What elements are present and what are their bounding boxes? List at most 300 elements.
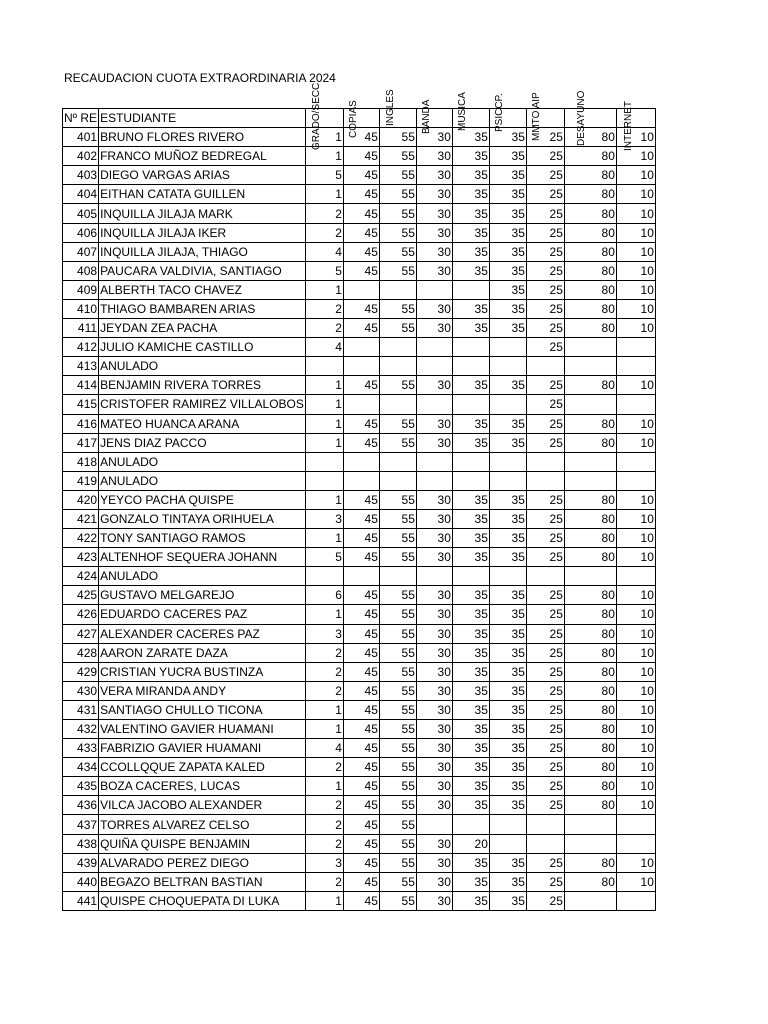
table-row xyxy=(63,414,656,433)
copias-cell: 45 xyxy=(343,815,379,834)
psiccp-cell: 35 xyxy=(489,700,526,719)
header-cell xyxy=(343,109,379,128)
copias-cell: 45 xyxy=(343,720,379,739)
psiccp-cell: 35 xyxy=(489,166,526,185)
ingles-cell: 55 xyxy=(379,548,416,567)
banda-cell: 30 xyxy=(416,414,452,433)
psiccp-cell: 35 xyxy=(489,891,526,910)
banda-cell: 30 xyxy=(416,223,452,242)
copias-cell: 45 xyxy=(343,662,379,681)
banda-cell xyxy=(416,280,452,299)
header-student: ESTUDIANTE xyxy=(99,109,306,128)
musica-cell: 35 xyxy=(452,739,489,758)
internet-cell: 10 xyxy=(616,280,655,299)
table-row xyxy=(63,758,656,777)
banda-cell: 30 xyxy=(416,147,452,166)
table-row xyxy=(63,643,656,662)
banda-cell: 30 xyxy=(416,720,452,739)
musica-cell: 35 xyxy=(452,586,489,605)
internet-cell xyxy=(616,357,655,376)
mmto-aip-cell: 25 xyxy=(526,223,564,242)
musica-cell: 35 xyxy=(452,758,489,777)
table-row xyxy=(63,796,656,815)
internet-cell: 10 xyxy=(616,777,655,796)
desayuno-cell: 80 xyxy=(564,299,616,318)
table-row xyxy=(63,548,656,567)
mmto-aip-cell: 25 xyxy=(526,586,564,605)
internet-cell: 10 xyxy=(616,700,655,719)
ingles-cell: 55 xyxy=(379,166,416,185)
grado-cell: 1 xyxy=(305,891,343,910)
grado-cell xyxy=(305,567,343,586)
receipt-number-cell: 419 xyxy=(63,471,99,490)
ingles-cell: 55 xyxy=(379,662,416,681)
desayuno-cell: 80 xyxy=(564,204,616,223)
internet-cell: 10 xyxy=(616,319,655,338)
receipt-number-cell: 401 xyxy=(63,128,99,147)
musica-cell: 35 xyxy=(452,853,489,872)
table-row xyxy=(63,891,656,910)
banda-cell: 30 xyxy=(416,586,452,605)
table-row xyxy=(63,739,656,758)
student-name-cell: AARON ZARATE DAZA xyxy=(99,643,306,662)
ingles-cell: 55 xyxy=(379,720,416,739)
banda-cell: 30 xyxy=(416,128,452,147)
copias-cell: 45 xyxy=(343,624,379,643)
copias-cell: 45 xyxy=(343,490,379,509)
mmto-aip-cell: 25 xyxy=(526,872,564,891)
receipt-number-cell: 426 xyxy=(63,605,99,624)
table-row xyxy=(63,147,656,166)
student-name-cell: FRANCO MUÑOZ BEDREGAL xyxy=(99,147,306,166)
internet-cell: 10 xyxy=(616,166,655,185)
copias-cell: 45 xyxy=(343,147,379,166)
ingles-cell: 55 xyxy=(379,299,416,318)
mmto-aip-cell: 25 xyxy=(526,700,564,719)
banda-cell xyxy=(416,567,452,586)
table-row xyxy=(63,185,656,204)
ingles-cell: 55 xyxy=(379,758,416,777)
grado-cell: 6 xyxy=(305,586,343,605)
copias-cell: 45 xyxy=(343,166,379,185)
student-name-cell: ANULADO xyxy=(99,357,306,376)
banda-cell xyxy=(416,452,452,471)
banda-cell xyxy=(416,815,452,834)
internet-cell: 10 xyxy=(616,662,655,681)
ingles-cell: 55 xyxy=(379,605,416,624)
mmto-aip-cell: 25 xyxy=(526,242,564,261)
grado-cell: 1 xyxy=(305,147,343,166)
ingles-cell xyxy=(379,280,416,299)
student-name-cell: CCOLLQQUE ZAPATA KALED xyxy=(99,758,306,777)
banda-cell: 30 xyxy=(416,624,452,643)
internet-cell: 10 xyxy=(616,586,655,605)
header-cell xyxy=(305,109,343,128)
table-row xyxy=(63,605,656,624)
receipt-number-cell: 421 xyxy=(63,509,99,528)
musica-cell: 35 xyxy=(452,299,489,318)
grado-cell: 1 xyxy=(305,185,343,204)
psiccp-cell: 35 xyxy=(489,586,526,605)
banda-cell xyxy=(416,395,452,414)
receipt-number-cell: 429 xyxy=(63,662,99,681)
receipt-number-cell: 428 xyxy=(63,643,99,662)
student-name-cell: JULIO KAMICHE CASTILLO xyxy=(99,338,306,357)
musica-cell: 35 xyxy=(452,777,489,796)
banda-cell: 30 xyxy=(416,739,452,758)
ingles-cell: 55 xyxy=(379,700,416,719)
grado-cell: 2 xyxy=(305,758,343,777)
internet-cell: 10 xyxy=(616,720,655,739)
mmto-aip-cell: 25 xyxy=(526,280,564,299)
receipt-number-cell: 411 xyxy=(63,319,99,338)
receipt-number-cell: 441 xyxy=(63,891,99,910)
musica-cell: 35 xyxy=(452,433,489,452)
ingles-cell: 55 xyxy=(379,777,416,796)
copias-cell: 45 xyxy=(343,319,379,338)
psiccp-cell: 35 xyxy=(489,548,526,567)
musica-cell: 35 xyxy=(452,872,489,891)
internet-cell: 10 xyxy=(616,643,655,662)
desayuno-cell: 80 xyxy=(564,223,616,242)
internet-cell: 10 xyxy=(616,739,655,758)
table-row xyxy=(63,509,656,528)
copias-cell: 45 xyxy=(343,681,379,700)
payments-table xyxy=(62,108,656,911)
banda-cell xyxy=(416,338,452,357)
grado-cell: 2 xyxy=(305,796,343,815)
internet-cell: 10 xyxy=(616,128,655,147)
ingles-cell: 55 xyxy=(379,223,416,242)
desayuno-cell xyxy=(564,338,616,357)
internet-cell: 10 xyxy=(616,605,655,624)
psiccp-cell: 35 xyxy=(489,280,526,299)
psiccp-cell: 35 xyxy=(489,433,526,452)
table-row xyxy=(63,490,656,509)
desayuno-cell: 80 xyxy=(564,433,616,452)
student-name-cell: INQUILLA JILAJA IKER xyxy=(99,223,306,242)
psiccp-cell: 35 xyxy=(489,299,526,318)
receipt-number-cell: 417 xyxy=(63,433,99,452)
internet-cell: 10 xyxy=(616,147,655,166)
grado-cell: 1 xyxy=(305,777,343,796)
student-name-cell: TONY SANTIAGO RAMOS xyxy=(99,529,306,548)
copias-cell: 45 xyxy=(343,185,379,204)
desayuno-cell: 80 xyxy=(564,261,616,280)
mmto-aip-cell: 25 xyxy=(526,509,564,528)
ingles-cell: 55 xyxy=(379,853,416,872)
copias-cell xyxy=(343,357,379,376)
mmto-aip-cell xyxy=(526,567,564,586)
banda-cell: 30 xyxy=(416,529,452,548)
musica-cell: 35 xyxy=(452,605,489,624)
copias-cell xyxy=(343,395,379,414)
table-row xyxy=(63,834,656,853)
receipt-number-cell: 436 xyxy=(63,796,99,815)
desayuno-cell xyxy=(564,891,616,910)
table-row xyxy=(63,204,656,223)
internet-cell xyxy=(616,815,655,834)
desayuno-cell: 80 xyxy=(564,872,616,891)
student-name-cell: INQUILLA JILAJA MARK xyxy=(99,204,306,223)
receipt-number-cell: 407 xyxy=(63,242,99,261)
student-name-cell: ALTENHOF SEQUERA JOHANN xyxy=(99,548,306,567)
table-row xyxy=(63,815,656,834)
mmto-aip-cell: 25 xyxy=(526,204,564,223)
mmto-aip-cell xyxy=(526,815,564,834)
ingles-cell: 55 xyxy=(379,796,416,815)
table-row xyxy=(63,319,656,338)
psiccp-cell xyxy=(489,834,526,853)
copias-cell xyxy=(343,338,379,357)
mmto-aip-cell: 25 xyxy=(526,338,564,357)
mmto-aip-cell xyxy=(526,471,564,490)
internet-cell xyxy=(616,338,655,357)
copias-cell: 45 xyxy=(343,128,379,147)
table-row xyxy=(63,357,656,376)
mmto-aip-cell: 25 xyxy=(526,643,564,662)
desayuno-cell: 80 xyxy=(564,280,616,299)
internet-cell: 10 xyxy=(616,853,655,872)
banda-cell: 30 xyxy=(416,299,452,318)
table-row xyxy=(63,681,656,700)
internet-cell: 10 xyxy=(616,529,655,548)
ingles-cell: 55 xyxy=(379,815,416,834)
grado-cell xyxy=(305,452,343,471)
copias-cell: 45 xyxy=(343,739,379,758)
musica-cell: 35 xyxy=(452,509,489,528)
psiccp-cell: 35 xyxy=(489,720,526,739)
grado-cell: 1 xyxy=(305,490,343,509)
receipt-number-cell: 425 xyxy=(63,586,99,605)
mmto-aip-cell: 25 xyxy=(526,128,564,147)
student-name-cell: CRISTIAN YUCRA BUSTINZA xyxy=(99,662,306,681)
ingles-cell: 55 xyxy=(379,376,416,395)
internet-cell xyxy=(616,452,655,471)
grado-cell: 4 xyxy=(305,242,343,261)
psiccp-cell: 35 xyxy=(489,529,526,548)
desayuno-cell xyxy=(564,471,616,490)
copias-cell: 45 xyxy=(343,872,379,891)
desayuno-cell: 80 xyxy=(564,548,616,567)
psiccp-cell: 35 xyxy=(489,261,526,280)
mmto-aip-cell: 25 xyxy=(526,395,564,414)
copias-cell: 45 xyxy=(343,261,379,280)
grado-cell: 2 xyxy=(305,681,343,700)
desayuno-cell: 80 xyxy=(564,700,616,719)
musica-cell: 35 xyxy=(452,548,489,567)
musica-cell: 35 xyxy=(452,662,489,681)
grado-cell: 1 xyxy=(305,529,343,548)
desayuno-cell: 80 xyxy=(564,605,616,624)
psiccp-cell: 35 xyxy=(489,376,526,395)
desayuno-cell: 80 xyxy=(564,319,616,338)
header-cell xyxy=(379,109,416,128)
grado-cell: 3 xyxy=(305,509,343,528)
receipt-number-cell: 422 xyxy=(63,529,99,548)
copias-cell: 45 xyxy=(343,891,379,910)
psiccp-cell: 35 xyxy=(489,223,526,242)
table-row xyxy=(63,720,656,739)
desayuno-cell: 80 xyxy=(564,624,616,643)
grado-cell: 1 xyxy=(305,280,343,299)
grado-cell: 2 xyxy=(305,319,343,338)
psiccp-cell: 35 xyxy=(489,509,526,528)
copias-cell: 45 xyxy=(343,796,379,815)
receipt-number-cell: 438 xyxy=(63,834,99,853)
copias-cell xyxy=(343,567,379,586)
psiccp-cell xyxy=(489,357,526,376)
copias-cell: 45 xyxy=(343,242,379,261)
copias-cell xyxy=(343,280,379,299)
mmto-aip-cell: 25 xyxy=(526,166,564,185)
copias-cell: 45 xyxy=(343,758,379,777)
internet-cell: 10 xyxy=(616,624,655,643)
ingles-cell xyxy=(379,338,416,357)
banda-cell: 30 xyxy=(416,548,452,567)
desayuno-cell: 80 xyxy=(564,242,616,261)
internet-cell: 10 xyxy=(616,509,655,528)
mmto-aip-cell: 25 xyxy=(526,414,564,433)
psiccp-cell: 35 xyxy=(489,204,526,223)
desayuno-cell: 80 xyxy=(564,185,616,204)
psiccp-cell: 35 xyxy=(489,414,526,433)
desayuno-cell: 80 xyxy=(564,376,616,395)
ingles-cell: 55 xyxy=(379,204,416,223)
musica-cell xyxy=(452,338,489,357)
header-banda: BANDA xyxy=(421,99,432,134)
mmto-aip-cell: 25 xyxy=(526,185,564,204)
banda-cell: 30 xyxy=(416,796,452,815)
header-cell xyxy=(452,109,489,128)
ingles-cell: 55 xyxy=(379,433,416,452)
mmto-aip-cell: 25 xyxy=(526,853,564,872)
receipt-number-cell: 432 xyxy=(63,720,99,739)
musica-cell xyxy=(452,357,489,376)
student-name-cell: INQUILLA JILAJA, THIAGO xyxy=(99,242,306,261)
header-grado: GRADO/SECC. xyxy=(311,79,322,150)
grado-cell: 1 xyxy=(305,414,343,433)
mmto-aip-cell: 25 xyxy=(526,548,564,567)
header-desayuno: DESAYUNO xyxy=(576,90,587,146)
mmto-aip-cell: 25 xyxy=(526,299,564,318)
student-name-cell: TORRES ALVAREZ CELSO xyxy=(99,815,306,834)
banda-cell: 30 xyxy=(416,662,452,681)
musica-cell: 35 xyxy=(452,166,489,185)
psiccp-cell: 35 xyxy=(489,185,526,204)
grado-cell: 5 xyxy=(305,261,343,280)
musica-cell: 35 xyxy=(452,204,489,223)
banda-cell: 30 xyxy=(416,204,452,223)
receipt-number-cell: 409 xyxy=(63,280,99,299)
table-row xyxy=(63,299,656,318)
ingles-cell: 55 xyxy=(379,261,416,280)
musica-cell xyxy=(452,280,489,299)
receipt-number-cell: 420 xyxy=(63,490,99,509)
mmto-aip-cell: 25 xyxy=(526,662,564,681)
mmto-aip-cell: 25 xyxy=(526,147,564,166)
internet-cell: 10 xyxy=(616,796,655,815)
psiccp-cell: 35 xyxy=(489,739,526,758)
psiccp-cell: 35 xyxy=(489,872,526,891)
internet-cell: 10 xyxy=(616,758,655,777)
receipt-number-cell: 418 xyxy=(63,452,99,471)
mmto-aip-cell: 25 xyxy=(526,261,564,280)
table-row xyxy=(63,433,656,452)
table-row xyxy=(63,471,656,490)
internet-cell: 10 xyxy=(616,433,655,452)
student-name-cell: VERA MIRANDA ANDY xyxy=(99,681,306,700)
table-row xyxy=(63,128,656,147)
receipt-number-cell: 416 xyxy=(63,414,99,433)
copias-cell: 45 xyxy=(343,529,379,548)
table-row xyxy=(63,624,656,643)
psiccp-cell: 35 xyxy=(489,147,526,166)
grado-cell: 1 xyxy=(305,720,343,739)
table-row xyxy=(63,529,656,548)
ingles-cell xyxy=(379,567,416,586)
ingles-cell: 55 xyxy=(379,624,416,643)
banda-cell: 30 xyxy=(416,681,452,700)
grado-cell: 2 xyxy=(305,223,343,242)
table-row xyxy=(63,280,656,299)
student-name-cell: ANULADO xyxy=(99,567,306,586)
psiccp-cell: 35 xyxy=(489,128,526,147)
ingles-cell xyxy=(379,471,416,490)
header-internet: INTERNET xyxy=(623,101,634,151)
copias-cell: 45 xyxy=(343,299,379,318)
header-cell xyxy=(526,109,564,128)
grado-cell: 2 xyxy=(305,204,343,223)
table-row xyxy=(63,700,656,719)
student-name-cell: EITHAN CATATA GUILLEN xyxy=(99,185,306,204)
musica-cell xyxy=(452,471,489,490)
header-cell xyxy=(616,109,655,128)
internet-cell: 10 xyxy=(616,223,655,242)
mmto-aip-cell: 25 xyxy=(526,758,564,777)
grado-cell: 3 xyxy=(305,624,343,643)
student-name-cell: JEYDAN ZEA PACHA xyxy=(99,319,306,338)
header-row xyxy=(63,109,656,128)
banda-cell: 30 xyxy=(416,872,452,891)
banda-cell: 30 xyxy=(416,185,452,204)
grado-cell: 1 xyxy=(305,376,343,395)
ingles-cell xyxy=(379,395,416,414)
mmto-aip-cell xyxy=(526,357,564,376)
table-row xyxy=(63,223,656,242)
musica-cell xyxy=(452,815,489,834)
header-cell xyxy=(489,109,526,128)
musica-cell: 35 xyxy=(452,223,489,242)
desayuno-cell: 80 xyxy=(564,758,616,777)
receipt-number-cell: 408 xyxy=(63,261,99,280)
psiccp-cell: 35 xyxy=(489,319,526,338)
student-name-cell: CRISTOFER RAMIREZ VILLALOBOS xyxy=(99,395,306,414)
copias-cell: 45 xyxy=(343,605,379,624)
internet-cell xyxy=(616,834,655,853)
ingles-cell: 55 xyxy=(379,185,416,204)
ingles-cell xyxy=(379,452,416,471)
musica-cell: 20 xyxy=(452,834,489,853)
receipt-number-cell: 414 xyxy=(63,376,99,395)
internet-cell: 10 xyxy=(616,242,655,261)
student-name-cell: ALEXANDER CACERES PAZ xyxy=(99,624,306,643)
internet-cell: 10 xyxy=(616,872,655,891)
receipt-number-cell: 439 xyxy=(63,853,99,872)
banda-cell: 30 xyxy=(416,700,452,719)
student-name-cell: THIAGO BAMBAREN ARIAS xyxy=(99,299,306,318)
desayuno-cell: 80 xyxy=(564,777,616,796)
